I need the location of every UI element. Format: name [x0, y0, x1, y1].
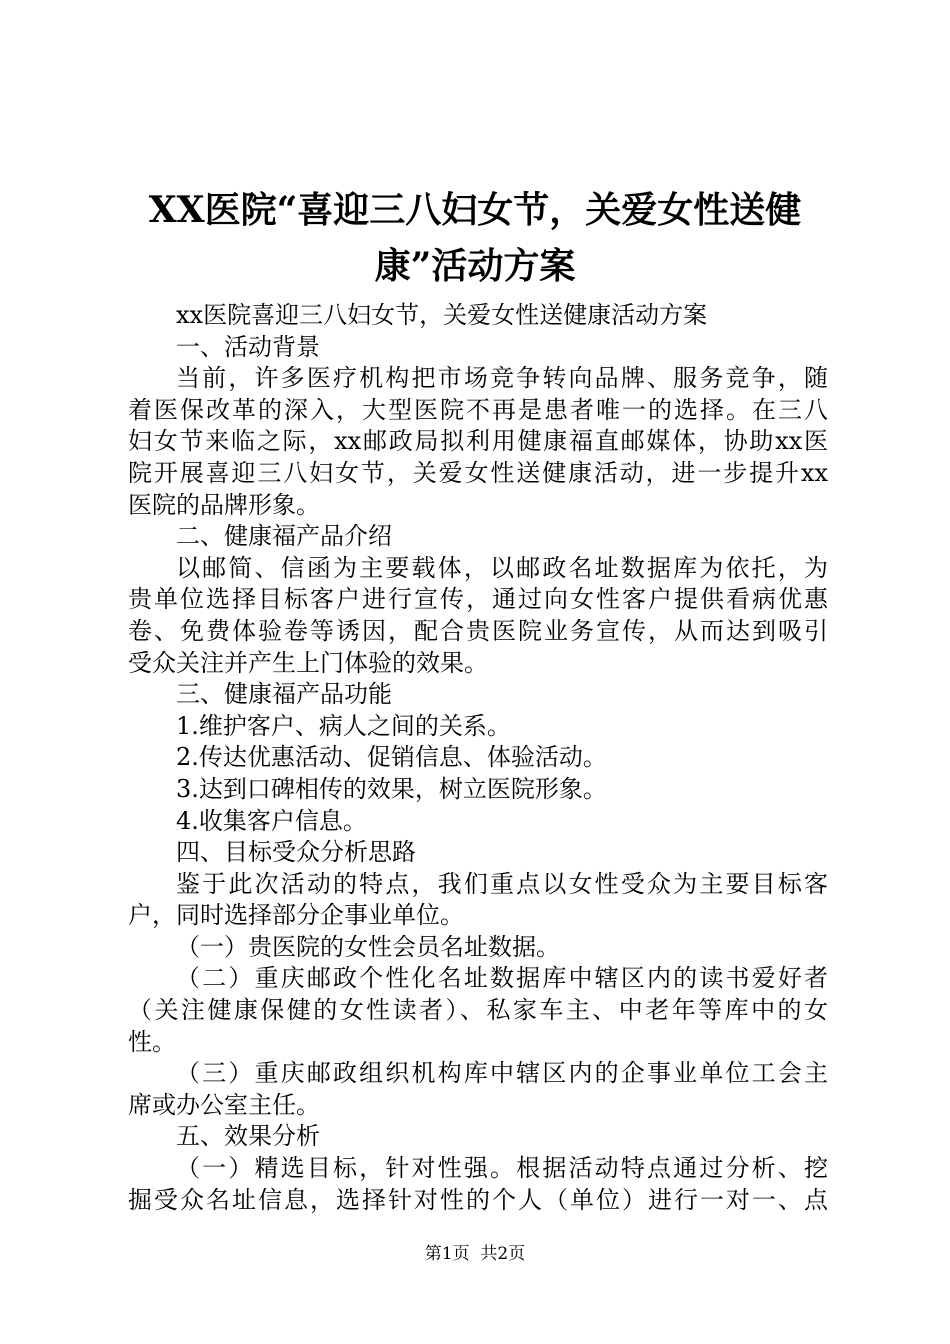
section-heading: 三、健康福产品功能	[176, 680, 392, 709]
document-body	[128, 300, 828, 1216]
paragraph-line: （一）精选目标，针对性强。根据活动特点通过分析、挖	[176, 1154, 828, 1183]
paragraph-line: 以邮简、信函为主要载体，以邮政名址数据库为依托，为	[176, 553, 828, 582]
list-item: 1.维护客户、病人之间的关系。	[176, 711, 511, 740]
paragraph-line: 受众关注并产生上门体验的效果。	[128, 648, 488, 677]
page-footer: 第1页 共2页	[424, 1244, 526, 1264]
section-heading: 四、目标受众分析思路	[176, 838, 416, 867]
list-item: 2.传达优惠活动、促销信息、体验活动。	[176, 743, 607, 772]
list-item: 4.收集客户信息。	[176, 806, 367, 835]
paragraph-line: 掘受众名址信息，选择针对性的个人（单位）进行一对一、点	[128, 1185, 828, 1214]
paragraph-line: 当前，许多医疗机构把市场竞争转向品牌、服务竞争，随	[176, 364, 828, 393]
paragraph-line: 卷、免费体验卷等诱因，配合贵医院业务宣传，从而达到吸引	[128, 616, 828, 645]
paragraph-line: 妇女节来临之际，xx邮政局拟利用健康福直邮媒体，协助xx医	[128, 427, 828, 456]
paragraph-line: 着医保改革的深入，大型医院不再是患者唯一的选择。在三八	[128, 395, 828, 424]
paragraph-line: 席或办公室主任。	[128, 1090, 320, 1119]
paragraph-line: 性。	[128, 1027, 176, 1056]
subtitle-line: xx医院喜迎三八妇女节，关爱女性送健康活动方案	[176, 301, 708, 329]
paragraph-line: 鉴于此次活动的特点，我们重点以女性受众为主要目标客	[176, 869, 828, 898]
paragraph-line: 户，同时选择部分企事业单位。	[128, 901, 464, 930]
paragraph-line: 医院的品牌形象。	[128, 490, 320, 519]
section-heading: 五、效果分析	[176, 1122, 320, 1151]
document-title-line-2: 康”活动方案	[374, 245, 576, 287]
section-heading: 一、活动背景	[176, 332, 320, 361]
section-heading: 二、健康福产品介绍	[176, 522, 392, 551]
paragraph-line: 院开展喜迎三八妇女节，关爱女性送健康活动，进一步提升xx	[128, 458, 828, 487]
list-item: 3.达到口碑相传的效果，树立医院形象。	[176, 774, 607, 803]
paragraph-line: （关注健康保健的女性读者）、私家车主、中老年等库中的女	[128, 996, 828, 1025]
paragraph-line: （三）重庆邮政组织机构库中辖区内的企事业单位工会主	[176, 1059, 828, 1088]
paragraph-line: 贵单位选择目标客户进行宣传，通过向女性客户提供看病优惠	[128, 585, 828, 614]
paragraph-line: （一）贵医院的女性会员名址数据。	[176, 932, 560, 961]
document-title-line-1: XX医院“喜迎三八妇女节，关爱女性送健	[148, 189, 802, 231]
paragraph-line: （二）重庆邮政个性化名址数据库中辖区内的读书爱好者	[176, 964, 828, 993]
